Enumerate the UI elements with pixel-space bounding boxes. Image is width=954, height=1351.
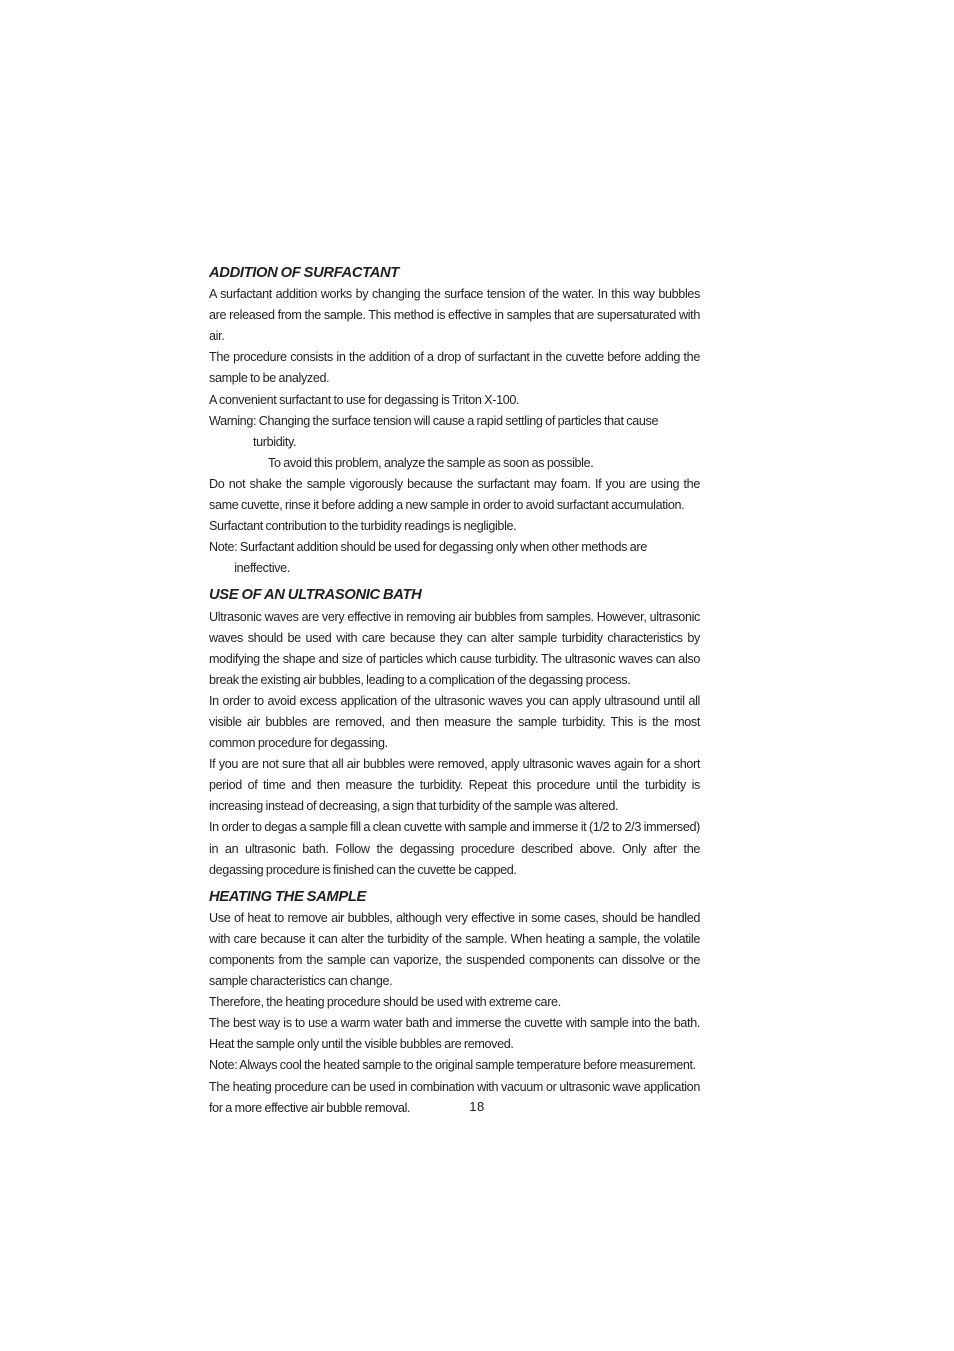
page-content (209, 263, 700, 1119)
paragraph: The heating procedure can be used in combination with vacuum or ultrasonic wave application for a more effective air bubble removal. (209, 1079, 700, 1115)
paragraph: In order to degas a sample fill a clean cuvette with sample and immerse it (1/2 to 2/3 immersed) in an ultrasonic bath. Follow the degassing procedure described above. Only after the degassing procedure is finished can the cuvette be capped. (209, 820, 700, 877)
note-label: Note (209, 1058, 235, 1073)
warning-block (209, 411, 700, 474)
page-number: 18 (469, 1099, 485, 1114)
section-heating (209, 887, 700, 1119)
note-text: : Surfactant addition should be used for degassing only when other methods are ineffective. (234, 540, 647, 576)
warning-text-line1: : Changing the surface tension will cause a rapid settling of particles that cause turbidity. (252, 413, 659, 449)
note-block (209, 1055, 700, 1076)
section-heading-surfactant: ADDITION OF SURFACTANT (209, 265, 399, 281)
warning-text-line2: To avoid this problem, analyze the sample as soon as possible. (268, 455, 594, 470)
paragraph: A surfactant addition works by changing the surface tension of the water. In this way bubbles are released from the sample. This method is effective in samples that are supersaturated with air. (209, 287, 700, 344)
note-label: Note (209, 540, 235, 555)
paragraph: A convenient surfactant to use for degassing is Triton X-100. (209, 392, 520, 407)
paragraph: If you are not sure that all air bubbles were removed, apply ultrasonic waves again for a short period of time and then measure the turbidity. Repeat this procedure until the turbidity is increasing instead of decreasing, a sign that turbidity of the sample was altered. (209, 757, 700, 814)
paragraph: Ultrasonic waves are very effective in removing air bubbles from samples. However, ultrasonic waves should be used with care because they can alter sample turbidity characteristics by modifying the shape and size of particles which cause turbidity. The ultrasonic waves can also break the existing air bubbles, leading to a complication of the degassing process. (209, 609, 700, 687)
section-ultrasonic (209, 585, 700, 880)
paragraph: In order to avoid excess application of the ultrasonic waves you can apply ultrasound until all visible air bubbles are removed, and then measure the sample turbidity. This is the most common procedure for degassing. (209, 693, 700, 751)
warning-label: Warning (209, 413, 253, 428)
paragraph: Do not shake the sample vigorously because the surfactant may foam. If you are using the same cuvette, rinse it before adding a new sample in order to avoid surfactant accumulation. (209, 476, 700, 513)
section-heading-heating: HEATING THE SAMPLE (209, 888, 366, 905)
note-text: : Always cool the heated sample to the original sample temperature before measurement. (234, 1058, 696, 1073)
paragraph: Surfactant contribution to the turbidity readings is negligible. (209, 519, 517, 534)
section-surfactant (209, 263, 700, 579)
paragraph: The best way is to use a warm water bath and immerse the cuvette with sample into the bath. Heat the sample only until the visible bubbles are removed. (209, 1016, 700, 1052)
paragraph: The procedure consists in the addition of a drop of surfactant in the cuvette before adding the sample to be analyzed. (209, 350, 700, 386)
section-heading-ultrasonic: USE OF AN ULTRASONIC BATH (209, 587, 422, 604)
paragraph: Use of heat to remove air bubbles, although very effective in some cases, should be handled with care because it can alter the turbidity of the sample. When heating a sample, the volatile components from the sample can vaporize, the suspended components can dissolve or the sample characteristics can change. (209, 910, 700, 989)
paragraph: Therefore, the heating procedure should be used with extreme care. (209, 995, 561, 1010)
note-block (209, 537, 700, 579)
